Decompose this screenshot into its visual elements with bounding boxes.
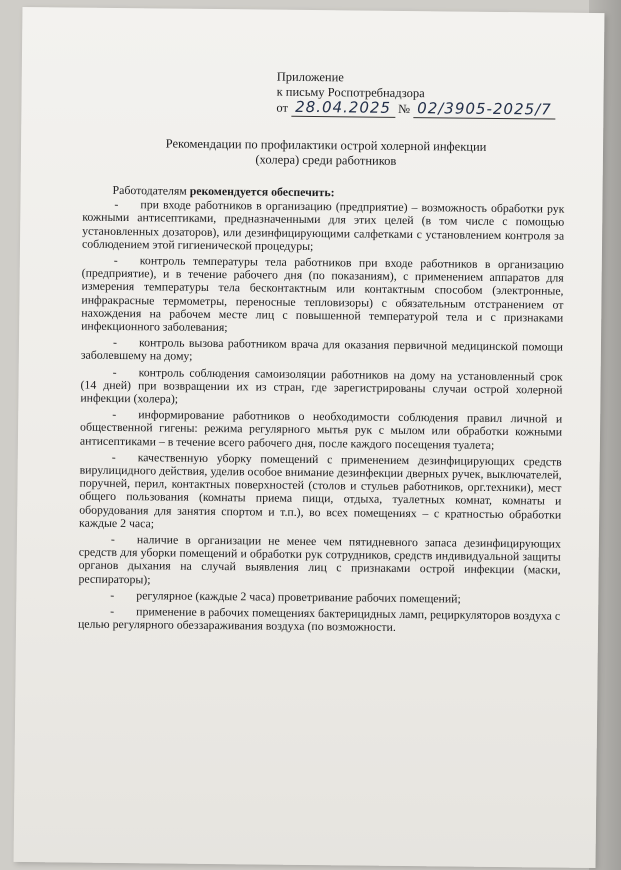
lead-colon: : — [330, 185, 335, 200]
bullet-dash: - — [111, 449, 116, 464]
annex-header — [276, 70, 576, 119]
bullet-dash: - — [110, 532, 115, 547]
document-body — [78, 184, 565, 640]
list-item — [81, 336, 563, 367]
list-item — [82, 198, 565, 256]
list-item-text: применение в рабочих помещениях бактерицидных ламп, рециркуляторов воздуха с целью регулярного обеззараживания воздуха (по возможности. — [77, 604, 561, 635]
list-item-text: контроль температуры тела работников при входе работников в организацию (предприятие), и в течение рабочего дня (по показаниям), с применением аппаратов для измерения температуры тела бесконтактным или контактным способом (электронные, инфракрасные термометры, переносные тепловизоры) с обязательным отстранением от нахождения на рабочем месте лиц с повышенной температурой тела и с признаками инфекционного заболевания; — [81, 253, 564, 335]
number-prefix: № — [398, 101, 411, 117]
list-item — [80, 365, 562, 410]
bullet-dash: - — [112, 335, 117, 350]
title-line-2: (холера) среди работников — [255, 152, 397, 168]
date-prefix: от — [276, 100, 289, 115]
list-item-text: регулярное (каждые 2 часа) проветривание рабочих помещений; — [136, 588, 461, 606]
letter-reference: к письму Роспотребнадзора — [276, 84, 425, 101]
annex-label: Приложение — [276, 69, 344, 85]
list-item-text: наличие в организации не менее чем пятидневного запаса дезинфицирующих средств для уборки помещений и обработки рук сотрудников, средств индивидуальной защиты органов дыхания на случай выявления лиц с признаками острой инфекции (маски, респираторы); — [78, 532, 561, 587]
date-number-line — [276, 97, 576, 119]
list-item — [80, 408, 562, 453]
list-item — [78, 533, 561, 591]
handwritten-date: 28.04.2025 — [291, 98, 395, 118]
title-line-1: Рекомендации по профилактики острой холерной инфекции — [165, 136, 487, 154]
list-item-text: качественную уборку помещений с применением дезинфицирующих средств вирулицидного действия, уделив особое внимание дезинфекции дверных ручек, выключателей, поручней, перил, контактных поверхностей (столов и стульев работников, орг.техники), мест общего пользования (комнаты приема пищи, отдыха, туалетных комнат, комнаты и оборудования для занятия спортом и т.п.), во всех помещениях – с кратностью обработки каждые 2 часа; — [79, 450, 562, 531]
lead-bold: рекомендуется обеспечить — [189, 183, 331, 200]
bullet-dash: - — [112, 407, 117, 422]
list-item-text: информирование работников о необходимости соблюдения правил личной и общественной гигены: режима регулярного мытья рук с мылом или обработки кожными антисептиками – в течение всего рабочего дня, после каждого посещения туалета; — [79, 407, 563, 452]
list-item-text: контроль соблюдения самоизоляции работников на дому на установленный срок (14 дней) при возвращении их из стран, где зарегистрированы случаи острой холерной инфекции (холера); — [80, 364, 563, 406]
list-item — [81, 254, 564, 338]
list-item-text: при входе работников в организацию (предприятие) – возможность обработки рук кожными антисептиками, предназначенными для этих целей (в том числе с помощью установленных дозаторов), или дезинфицирующими салфетками с установлением контроля за соблюдением этой гигиенической процедуры; — [81, 197, 565, 253]
bullet-dash: - — [110, 587, 115, 602]
list-item — [78, 605, 560, 636]
list-item-text: контроль вызова работником врача для оказания первичной медицинской помощи заболевшему на дому; — [80, 335, 564, 364]
bullet-dash: - — [110, 604, 115, 619]
handwritten-number: 02/3905-2025/7 — [413, 99, 556, 119]
list-item — [79, 450, 562, 534]
recommendation-list — [78, 198, 565, 636]
bullet-dash: - — [112, 364, 117, 379]
document-page — [14, 7, 605, 868]
bullet-dash: - — [114, 197, 119, 212]
bullet-dash: - — [113, 252, 118, 268]
lead-text: Работодателям — [112, 182, 190, 198]
document-title — [121, 136, 531, 170]
